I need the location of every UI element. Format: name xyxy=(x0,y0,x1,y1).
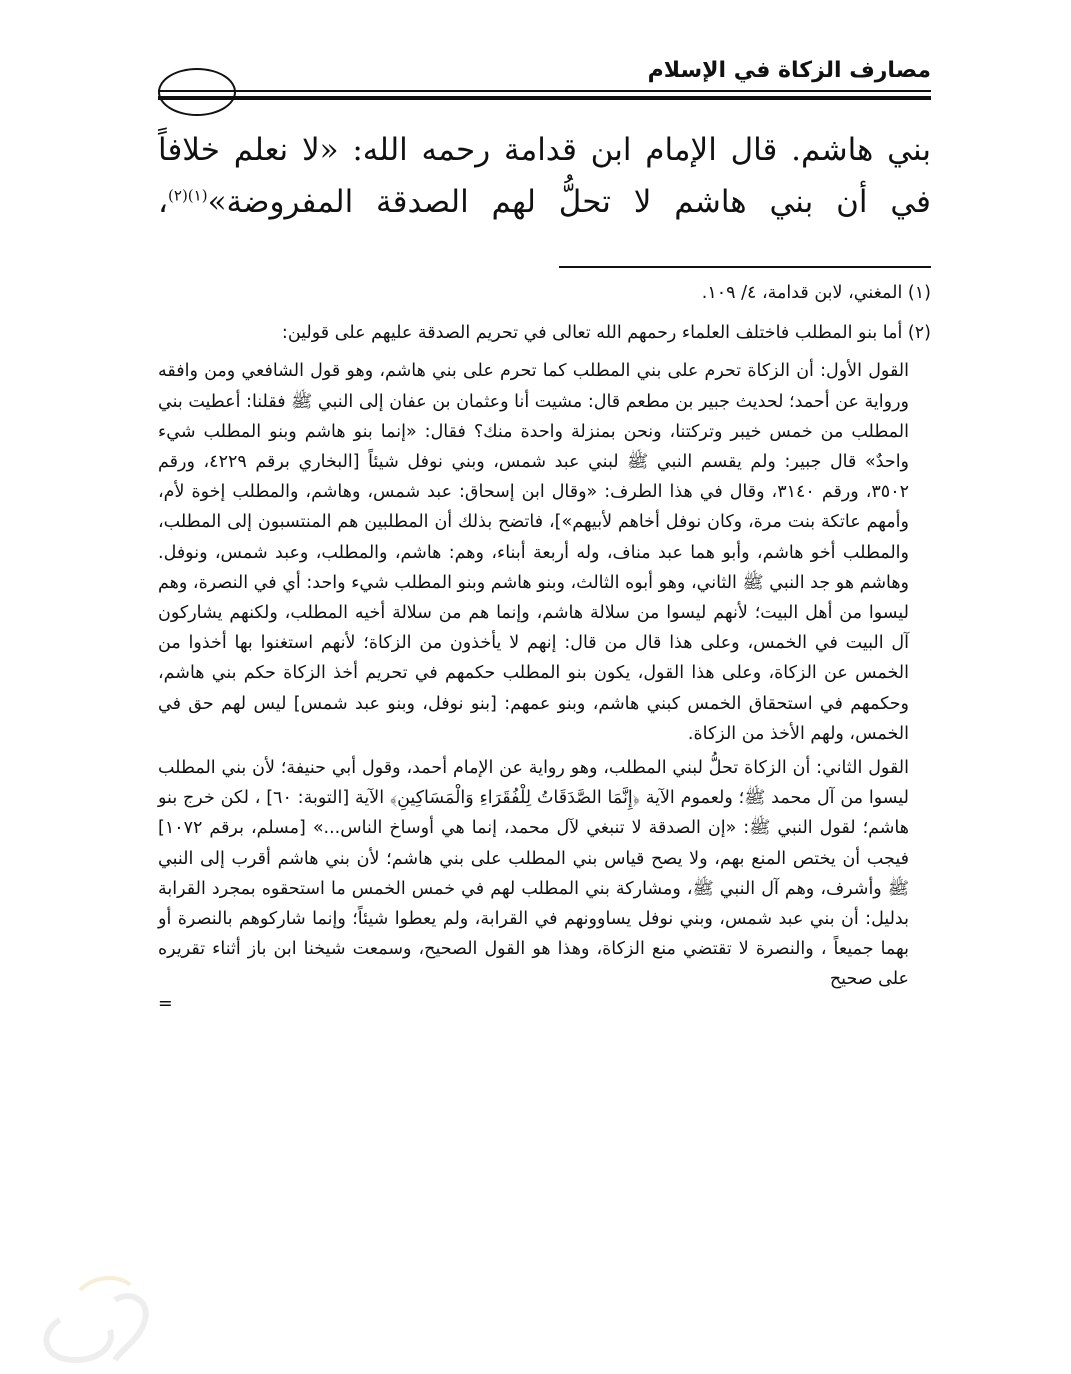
footnote-ref-marks: (١)(٢) xyxy=(168,186,208,205)
footnote-1: (١) المغني، لابن قدامة، ٤/ ١٠٩. xyxy=(701,283,931,303)
main-text-span: بني هاشم. قال الإمام ابن قدامة رحمه الله: «لا نعلم خلافاً في أن بني هاشم لا تحلُّ لهم الصدقة المفروضة» xyxy=(158,132,931,220)
footnote-continuation-mark: = xyxy=(158,993,173,1014)
main-body-text xyxy=(158,124,931,228)
footnote-2-first-opinion: القول الأول: أن الزكاة تحرم على بني المطلب كما تحرم على بني هاشم، وهو قول الشافعي ومن وافقه ورواية عن أحمد؛ لحديث جبير بن مطعم قال: مشيت أنا وعثمان بن عفان إلى النبي ﷺ فقلنا: أعطيت بني المطلب من خمس خيبر وتركتنا، ونحن بمنزلة واحدة منك؟ فقال: «إنما بنو هاشم وبنو المطلب شيء واحدٌ» قال جبير: ولم يقسم النبي ﷺ لبني عبد شمس، وبني نوفل شيئاً [البخاري برقم ٤٢٢٩، ورقم ٣٥٠٢، ورقم ٣١٤٠، وقال في هذا الطرف: «وقال ابن إسحاق: عبد شمس، وهاشم، والمطلب إخوة لأم، وأمهم عاتكة بنت مرة، وكان نوفل أخاهم لأبيهم»]، فاتضح بذلك أن المطلبين هم المنتسبون إلى المطلب، والمطلب أخو هاشم، وأبو هما عبد مناف، وله أربعة أبناء، وهم: هاشم، والمطلب، وعبد شمس، ونوفل. وهاشم هو جد النبي ﷺ الثاني، وهو أبوه الثالث، وبنو هاشم وبنو المطلب شيء واحد: أي في النصرة، وهم ليسوا من أهل البيت؛ لأنهم ليسوا من سلالة هاشم، وإنما هم من سلالة أخيه المطلب، ولكنهم يشاركون آل البيت في الخمس، وعلى هذا قال من قال: إنهم لا يأخذون من الزكاة؛ لأنهم استغنوا بها أخذوا من الخمس عن الزكاة، وعلى هذا القول، يكون بنو المطلب حكمهم في تحريم أخذ الزكاة حكم بني هاشم، وحكمهم في استحقاق الخمس كبني هاشم، وبنو عمهم: [بنو نوفل، وبنو عبد شمس] ليس لهم حق في الخمس، ولهم الأخذ من الزكاة. xyxy=(158,361,910,744)
footnote-2-second-opinion: القول الثاني: أن الزكاة تحلُّ لبني المطلب، وهو رواية عن الإمام أحمد، وقول أبي حنيفة؛ لأن بني المطلب ليسوا من آل محمد ﷺ؛ ولعموم الآية ﴿إِنَّمَا الصَّدَقَاتُ لِلْفُقَرَاءِ وَالْمَسَاكِينِ﴾ الآية [التوبة: ٦٠] ، لكن خرج بنو هاشم؛ لقول النبي ﷺ: «إن الصدقة لا تنبغي لآل محمد، إنما هي أوساخ الناس...» [مسلم، برقم ١٠٧٢] فيجب أن يختص المنع بهم، ولا يصح قياس بني المطلب على بني هاشم؛ لأن بني هاشم أقرب إلى النبي ﷺ وأشرف، وهم آل النبي ﷺ، ومشاركة بني المطلب لهم في خمس الخمس ما استحقوه بمجرد القرابة بدليل: أن بني عبد شمس، وبني نوفل يساوونهم في القرابة، ولم يعطوا شيئاً؛ وإنما شاركوهم بالنصرة أو بهما جميعاً ، والنصرة لا تقتضي منع الزكاة، وهذا هو القول الصحيح، وسمعت شيخنا ابن باز أثناء تقريره على صحيح xyxy=(158,758,910,990)
header-rule-thick xyxy=(158,96,931,100)
footnote-separator xyxy=(559,266,931,268)
watermark-logo-icon xyxy=(20,1260,180,1370)
footnotes-block xyxy=(158,278,931,1013)
running-title: مصارف الزكاة في الإسلام xyxy=(647,58,931,83)
publisher-watermark-icon xyxy=(20,1260,180,1370)
header-rule-thin xyxy=(158,90,931,92)
main-end-punct: ، xyxy=(158,184,169,220)
page-number-oval xyxy=(158,68,236,116)
footnote-2-title: (٢) أما بنو المطلب فاختلف العلماء رحمهم الله تعالى في تحريم الصدقة عليهم على قولين: xyxy=(281,323,931,344)
main-paragraph xyxy=(158,124,931,228)
